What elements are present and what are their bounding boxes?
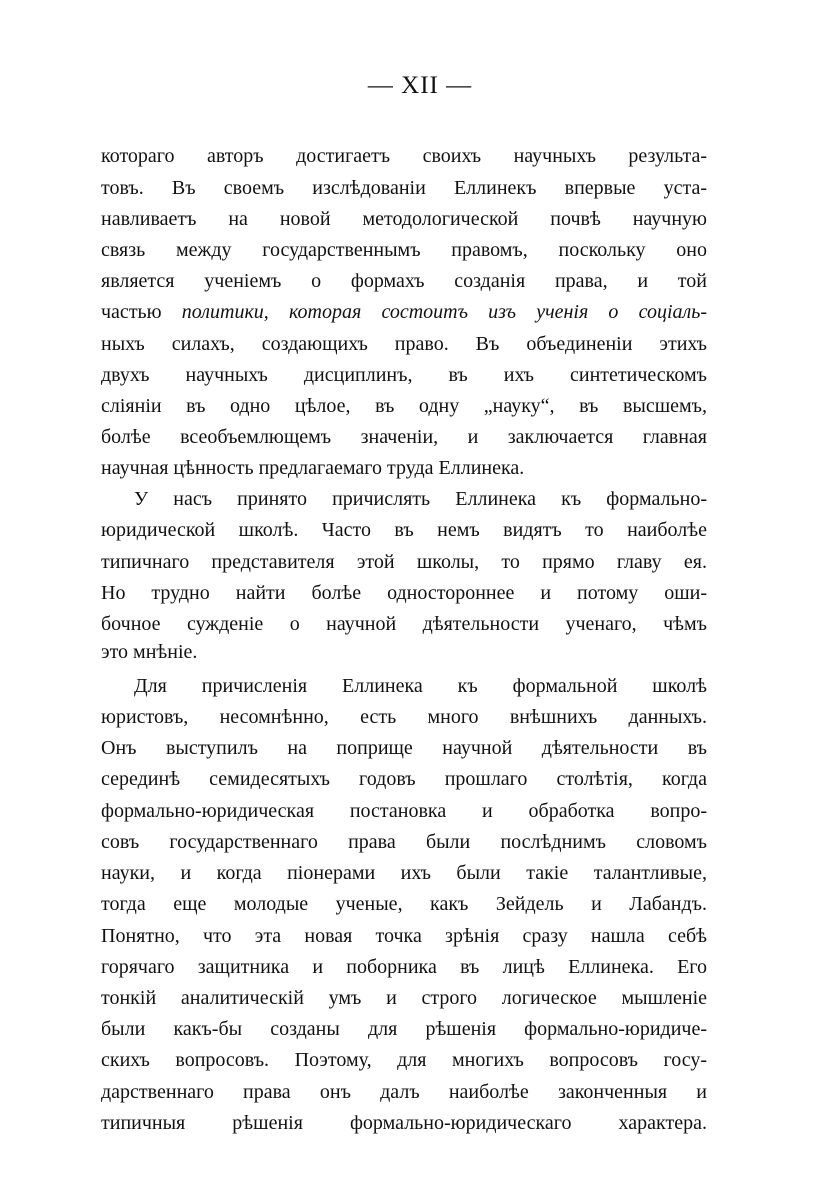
text-line: Для причисленiя Еллинека къ формальной школѣ xyxy=(134,675,707,697)
page-header: — XII — xyxy=(367,72,473,99)
text-line: научная цѣнность предлагаемаго труда Еллинека. xyxy=(101,457,525,479)
text-line: Онъ выступилъ на поприще научной дѣятельности въ xyxy=(101,737,707,759)
text-line: болѣе всеобъемлющемъ значенiи, и заключается главная xyxy=(101,426,707,448)
text-line: слiянiи въ одно цѣлое, въ одну „науку“, въ высшемъ, xyxy=(101,395,707,417)
text-line: скихъ вопросовъ. Поэтому, для многихъ вопросовъ госу- xyxy=(101,1049,707,1071)
text-line: двухъ научныхъ дисциплинъ, въ ихъ синтетическомъ xyxy=(101,364,707,386)
text-line: совъ государственнаго права были послѣднимъ словомъ xyxy=(101,831,707,853)
text-line: Понятно, что эта новая точка зрѣнiя сразу нашла себѣ xyxy=(101,925,707,947)
text-line: юристовъ, несомнѣнно, есть много внѣшнихъ данныхъ. xyxy=(101,706,707,728)
text-line: типичныя рѣшенiя формально-юридическаго характера. xyxy=(101,1112,707,1134)
text-line: ныхъ силахъ, создающихъ право. Въ объединенiи этихъ xyxy=(101,333,707,355)
text-line: были какъ-бы созданы для рѣшенiя формально-юридиче- xyxy=(101,1018,707,1040)
text-line: бочное сужденiе о научной дѣятельности ученаго, чѣмъ xyxy=(101,613,707,635)
text-line: тогда еще молодые ученые, какъ Зейдель и Лабандъ. xyxy=(101,893,707,915)
text-line: тонкiй аналитическiй умъ и строго логическое мышленiе xyxy=(101,987,707,1009)
text-line: является ученiемъ о формахъ созданiя права, и той xyxy=(101,270,707,292)
text-line: Но трудно найти болѣе одностороннее и потому оши- xyxy=(101,582,707,604)
text-line: связь между государственнымъ правомъ, поскольку оно xyxy=(101,239,707,261)
text-line: дарственнаго права онъ далъ наиболѣе законченныя и xyxy=(101,1081,707,1103)
italic-run: политики, которая состоитъ изъ ученiя о соцiаль- xyxy=(181,301,707,323)
text-line: товъ. Въ своемъ изслѣдованiи Еллинекъ впервые уста- xyxy=(101,177,707,199)
text-line: горячаго защитника и поборника въ лицѣ Еллинека. Его xyxy=(101,956,707,978)
text-line: навливаетъ на новой методологической почвѣ научную xyxy=(101,208,707,230)
text-line: серединѣ семидесятыхъ годовъ прошлаго столѣтiя, когда xyxy=(101,768,707,790)
text-line: котораго авторъ достигаетъ своихъ научныхъ результа- xyxy=(101,145,707,167)
text-line: формально-юридическая постановка и обработка вопро- xyxy=(101,800,707,822)
text-line: типичнаго представителя этой школы, то прямо главу ея. xyxy=(101,551,707,573)
text-line: науки, и когда пiонерами ихъ были такiе талантливые, xyxy=(101,862,707,884)
text-line: юридической школѣ. Часто въ немъ видятъ то наиболѣе xyxy=(101,519,707,541)
text-line: частью политики, которая состоитъ изъ ученiя о соцiаль- xyxy=(101,301,707,323)
text-line: это мнѣнiе. xyxy=(101,641,198,663)
text-line: У насъ принято причислять Еллинека къ формально- xyxy=(134,488,707,510)
